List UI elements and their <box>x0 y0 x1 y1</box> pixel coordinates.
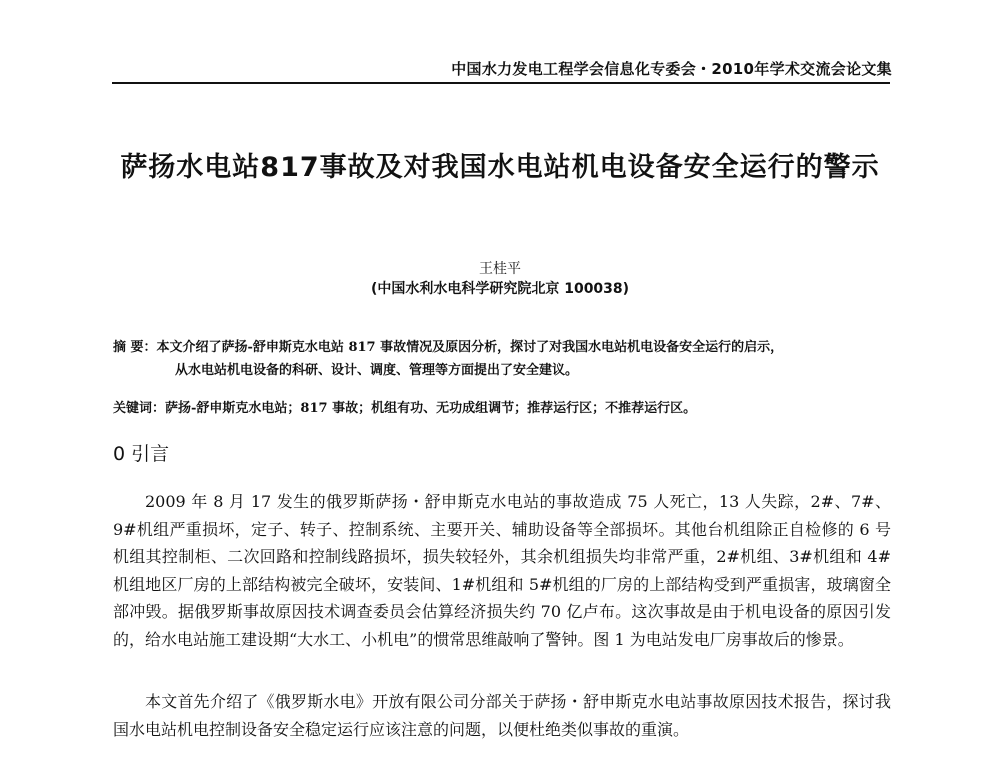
paper-title: 萨扬水电站817事故及对我国水电站机电设备安全运行的警示 <box>120 152 880 183</box>
author: 王桂平 <box>479 261 521 277</box>
header-rule <box>112 82 890 84</box>
abstract-line-1 <box>113 336 903 359</box>
abstract-label: 摘 要： <box>113 340 157 355</box>
running-header: 中国水力发电工程学会信息化专委会・2010年学术交流会论文集 <box>451 60 892 78</box>
abstract <box>113 336 903 382</box>
section-heading: 0 引言 <box>113 443 170 465</box>
affiliation: (中国水利水电科学研究院北京 100038) <box>370 281 630 297</box>
keywords-label: 关键词： <box>113 401 166 416</box>
abstract-text-1: 本文介绍了萨扬-舒申斯克水电站 817 事故情况及原因分析，探讨了对我国水电站机电设备安全运行的启示， <box>156 340 784 355</box>
keywords <box>113 397 903 416</box>
body-paragraph-2: 本文首先介绍了《俄罗斯水电》开放有限公司分部关于萨扬・舒申斯克水电站事故原因技术报告，探讨我国水电站机电控制设备安全稳定运行应该注意的问题，以便杜绝类似事故的重演。 <box>113 692 891 739</box>
keywords-text: 萨扬-舒申斯克水电站；817 事故；机组有功、无功成组调节；推荐运行区；不推荐运行区。 <box>165 401 697 416</box>
abstract-line-2: 从水电站机电设备的科研、设计、调度、管理等方面提出了安全建议。 <box>175 363 579 378</box>
body-paragraph-1: 2009 年 8 月 17 发生的俄罗斯萨扬・舒申斯克水电站的事故造成 75 人死亡，13 人失踪，2#、7#、9#机组严重损坏，定子、转子、控制系统、主要开关、辅助设备等全部损坏。其他台机组除正自检修的 6 号机组其控制柜、二次回路和控制线路损坏，损失较轻外，其余机组损失均非常严重，2#机组、3#机组和 4#机组地区厂房的上部结构被完全破坏，安装间、1#机组和 5#机组的厂房的上部结构受到严重损害，玻璃窗全部冲毁。据俄罗斯事故原因技术调查委员会估算经济损失约 70 亿卢布。这次事故是由于机电设备的原因引发的，给水电站施工建设期“大水工、小机电”的惯常思维敲响了警钟。图 1 为电站发电厂房事故后的惨景。 <box>113 492 891 649</box>
